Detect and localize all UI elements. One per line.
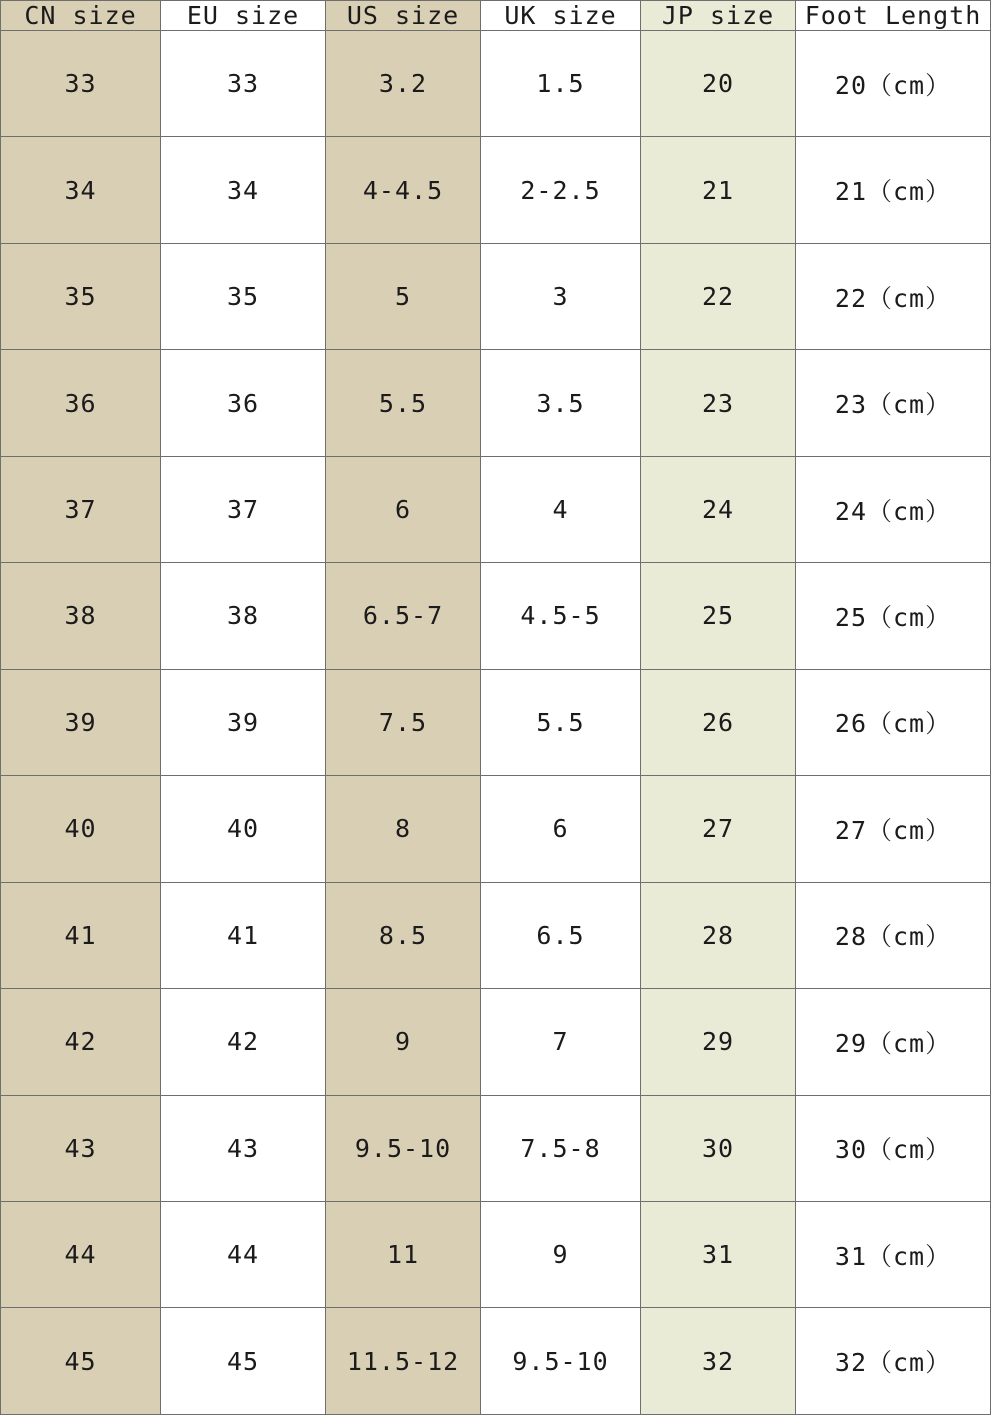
cell-uk-size: 6 (481, 776, 641, 882)
cell-jp-size: 27 (641, 776, 796, 882)
cell-uk-size: 3 (481, 243, 641, 349)
cell-jp-size: 32 (641, 1308, 796, 1415)
cell-eu-size: 42 (161, 989, 326, 1095)
cell-uk-size: 7.5-8 (481, 1095, 641, 1201)
cell-jp-size: 29 (641, 989, 796, 1095)
cell-cn-size: 38 (1, 563, 161, 669)
cell-jp-size: 22 (641, 243, 796, 349)
cell-cn-size: 37 (1, 456, 161, 562)
cell-us-size: 5 (326, 243, 481, 349)
table-row (1, 989, 991, 1095)
cell-foot-length: 26（cm） (796, 669, 991, 775)
cell-eu-size: 45 (161, 1308, 326, 1415)
cell-foot-length: 29（cm） (796, 989, 991, 1095)
cell-uk-size: 9.5-10 (481, 1308, 641, 1415)
cell-uk-size: 4 (481, 456, 641, 562)
column-header-uk-size: UK size (481, 1, 641, 31)
column-header-jp-size: JP size (641, 1, 796, 31)
cell-uk-size: 3.5 (481, 350, 641, 456)
cell-uk-size: 6.5 (481, 882, 641, 988)
cell-cn-size: 35 (1, 243, 161, 349)
cell-uk-size: 1.5 (481, 31, 641, 137)
cell-foot-length: 28（cm） (796, 882, 991, 988)
cell-jp-size: 26 (641, 669, 796, 775)
cell-jp-size: 23 (641, 350, 796, 456)
cell-jp-size: 28 (641, 882, 796, 988)
table-row (1, 1201, 991, 1307)
cell-foot-length: 30（cm） (796, 1095, 991, 1201)
cell-cn-size: 39 (1, 669, 161, 775)
column-header-cn-size: CN size (1, 1, 161, 31)
cell-eu-size: 41 (161, 882, 326, 988)
cell-us-size: 9.5-10 (326, 1095, 481, 1201)
cell-us-size: 11 (326, 1201, 481, 1307)
cell-foot-length: 22（cm） (796, 243, 991, 349)
table-row (1, 350, 991, 456)
cell-us-size: 3.2 (326, 31, 481, 137)
cell-us-size: 6 (326, 456, 481, 562)
cell-eu-size: 35 (161, 243, 326, 349)
cell-eu-size: 37 (161, 456, 326, 562)
cell-us-size: 11.5-12 (326, 1308, 481, 1415)
cell-foot-length: 24（cm） (796, 456, 991, 562)
cell-jp-size: 21 (641, 137, 796, 243)
cell-cn-size: 36 (1, 350, 161, 456)
column-header-us-size: US size (326, 1, 481, 31)
table-header (1, 1, 991, 31)
cell-cn-size: 44 (1, 1201, 161, 1307)
cell-cn-size: 43 (1, 1095, 161, 1201)
cell-uk-size: 5.5 (481, 669, 641, 775)
cell-us-size: 8.5 (326, 882, 481, 988)
table-body (1, 31, 991, 1415)
cell-cn-size: 33 (1, 31, 161, 137)
column-header-eu-size: EU size (161, 1, 326, 31)
cell-foot-length: 32（cm） (796, 1308, 991, 1415)
cell-us-size: 8 (326, 776, 481, 882)
cell-eu-size: 36 (161, 350, 326, 456)
cell-jp-size: 20 (641, 31, 796, 137)
cell-eu-size: 43 (161, 1095, 326, 1201)
cell-us-size: 5.5 (326, 350, 481, 456)
cell-foot-length: 20（cm） (796, 31, 991, 137)
table-row (1, 882, 991, 988)
cell-jp-size: 25 (641, 563, 796, 669)
table-header-row (1, 1, 991, 31)
cell-uk-size: 4.5-5 (481, 563, 641, 669)
table-row (1, 243, 991, 349)
cell-jp-size: 30 (641, 1095, 796, 1201)
table-row (1, 669, 991, 775)
cell-eu-size: 33 (161, 31, 326, 137)
cell-cn-size: 45 (1, 1308, 161, 1415)
cell-eu-size: 39 (161, 669, 326, 775)
cell-eu-size: 44 (161, 1201, 326, 1307)
cell-uk-size: 9 (481, 1201, 641, 1307)
cell-eu-size: 40 (161, 776, 326, 882)
cell-foot-length: 25（cm） (796, 563, 991, 669)
cell-us-size: 4-4.5 (326, 137, 481, 243)
table-row (1, 563, 991, 669)
table-row (1, 1308, 991, 1415)
cell-us-size: 9 (326, 989, 481, 1095)
table-row (1, 1095, 991, 1201)
cell-foot-length: 27（cm） (796, 776, 991, 882)
cell-eu-size: 38 (161, 563, 326, 669)
cell-foot-length: 23（cm） (796, 350, 991, 456)
cell-uk-size: 2-2.5 (481, 137, 641, 243)
cell-jp-size: 31 (641, 1201, 796, 1307)
cell-uk-size: 7 (481, 989, 641, 1095)
cell-us-size: 7.5 (326, 669, 481, 775)
table-row (1, 31, 991, 137)
table-row (1, 456, 991, 562)
cell-foot-length: 31（cm） (796, 1201, 991, 1307)
table-row (1, 776, 991, 882)
table-row (1, 137, 991, 243)
cell-cn-size: 34 (1, 137, 161, 243)
cell-eu-size: 34 (161, 137, 326, 243)
cell-cn-size: 40 (1, 776, 161, 882)
cell-foot-length: 21（cm） (796, 137, 991, 243)
cell-us-size: 6.5-7 (326, 563, 481, 669)
cell-cn-size: 41 (1, 882, 161, 988)
cell-jp-size: 24 (641, 456, 796, 562)
column-header-foot-length: Foot Length (796, 1, 991, 31)
cell-cn-size: 42 (1, 989, 161, 1095)
